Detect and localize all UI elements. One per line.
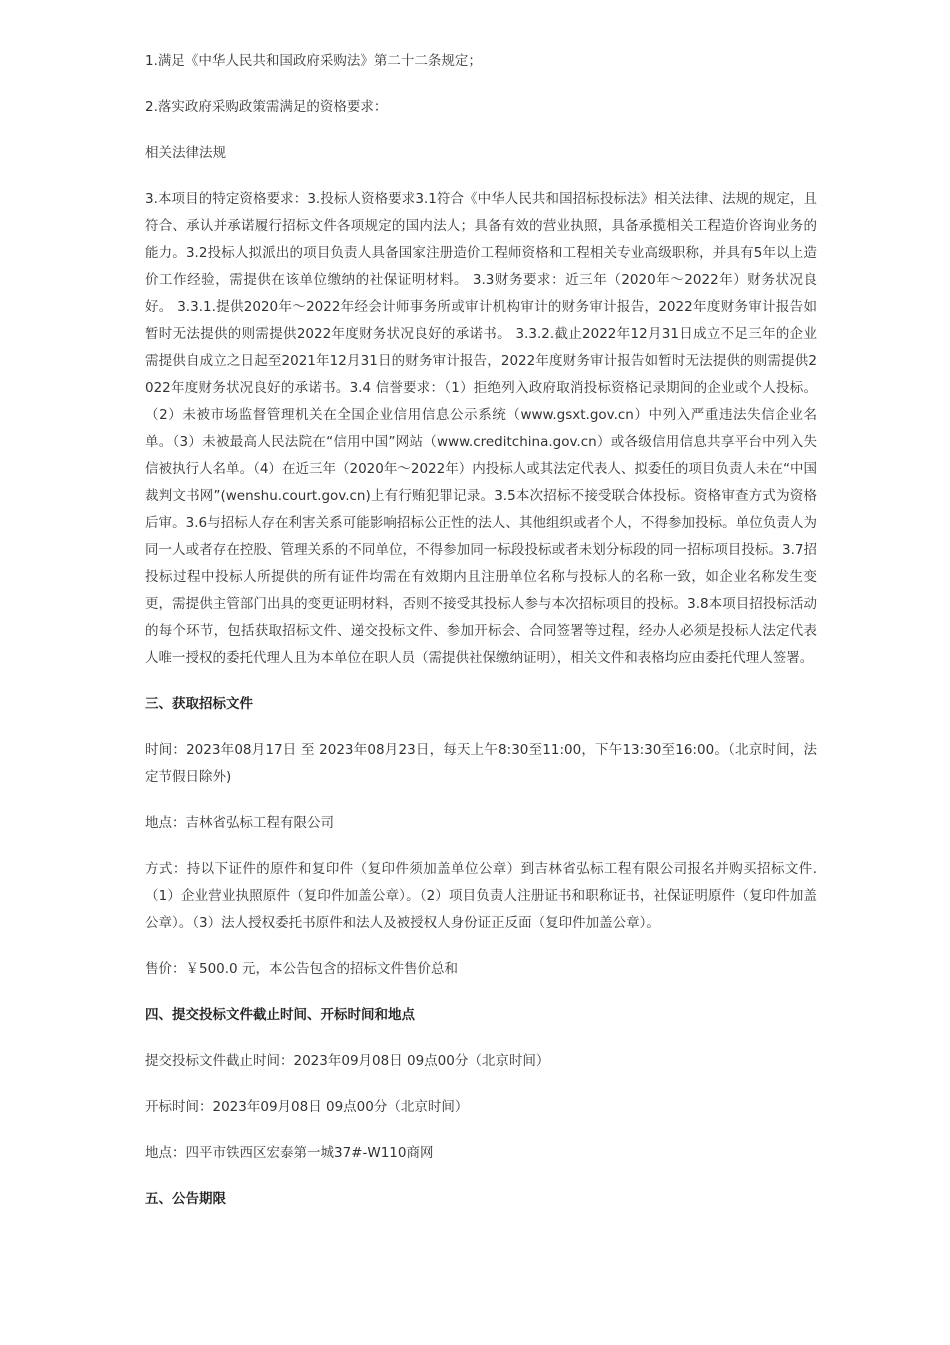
document-price: 售价：￥500.0 元，本公告包含的招标文件售价总和	[145, 961, 458, 977]
obtain-method: 方式：持以下证件的原件和复印件（复印件须加盖单位公章）到吉林省弘标工程有限公司报名并购买招标文件.（1）企业营业执照原件（复印件加盖公章）。（2）项目负责人注册证书和职称证书，社保证明原件（复印件加盖公章）。（3）法人授权委托书原件和法人及被授权人身份证正反面（复印件加盖公章）。	[145, 861, 817, 931]
requirement-1: 1.满足《中华人民共和国政府采购法》第二十二条规定；	[145, 53, 482, 69]
requirement-2-detail: 相关法律法规	[145, 145, 226, 161]
announcement-body	[145, 48, 817, 1232]
section-heading-notice-period: 五、公告期限	[145, 1191, 226, 1207]
submission-deadline: 提交投标文件截止时间：2023年09月08日 09点00分（北京时间）	[145, 1053, 550, 1069]
opening-time: 开标时间：2023年09月08日 09点00分（北京时间）	[145, 1099, 469, 1115]
obtain-location: 地点：吉林省弘标工程有限公司	[145, 815, 334, 831]
section-heading-submission: 四、提交投标文件截止时间、开标时间和地点	[145, 1007, 415, 1023]
requirement-3-specific: 3.本项目的特定资格要求：3.投标人资格要求3.1符合《中华人民共和国招标投标法》相关法律、法规的规定，且符合、承认并承诺履行招标文件各项规定的国内法人；具备有效的营业执照，具备承揽相关工程造价咨询业务的能力。3.2投标人拟派出的项目负责人具备国家注册造价工程师资格和工程相关专业高级职称，并具有5年以上造价工作经验，需提供在该单位缴纳的社保证明材料。 3.3财务要求：近三年（2020年～2022年）财务状况良好。 3.3.1.提供2020年～2022年经会计师事务所或审计机构审计的财务审计报告，2022年度财务审计报告如暂时无法提供的则需提供2022年度财务状况良好的承诺书。 3.3.2.截止2022年12月31日成立不足三年的企业需提供自成立之日起至2021年12月31日的财务审计报告，2022年度财务审计报告如暂时无法提供的则需提供2022年度财务状况良好的承诺书。3.4 信誉要求：（1）拒绝列入政府取消投标资格记录期间的企业或个人投标。（2）未被市场监督管理机关在全国企业信用信息公示系统（www.gsxt.gov.cn）中列入严重违法失信企业名单。（3）未被最高人民法院在“信用中国”网站（www.creditchina.gov.cn）或各级信用信息共享平台中列入失信被执行人名单。（4）在近三年（2020年～2022年）内投标人或其法定代表人、拟委任的项目负责人未在“中国裁判文书网”(wenshu.court.gov.cn)上有行贿犯罪记录。3.5本次招标不接受联合体投标。资格审查方式为资格后审。3.6与招标人存在利害关系可能影响招标公正性的法人、其他组织或者个人，不得参加投标。单位负责人为同一人或者存在控股、管理关系的不同单位，不得参加同一标段投标或者未划分标段的同一招标项目投标。3.7招投标过程中投标人所提供的所有证件均需在有效期内且注册单位名称与投标人的名称一致，如企业名称发生变更，需提供主管部门出具的变更证明材料，否则不接受其投标人参与本次招标项目的投标。3.8本项目招投标活动的每个环节，包括获取招标文件、递交投标文件、参加开标会、合同签署等过程，经办人必须是投标人法定代表人唯一授权的委托代理人且为本单位在职人员（需提供社保缴纳证明），相关文件和表格均应由委托代理人签署。	[145, 191, 817, 666]
obtain-time: 时间：2023年08月17日 至 2023年08月23日，每天上午8:30至11:00，下午13:30至16:00。（北京时间，法定节假日除外)	[145, 742, 817, 785]
section-heading-obtain-documents: 三、获取招标文件	[145, 696, 253, 712]
opening-location: 地点：四平市铁西区宏泰第一城37#-W110商网	[145, 1145, 434, 1161]
requirement-2: 2.落实政府采购政策需满足的资格要求：	[145, 99, 388, 115]
